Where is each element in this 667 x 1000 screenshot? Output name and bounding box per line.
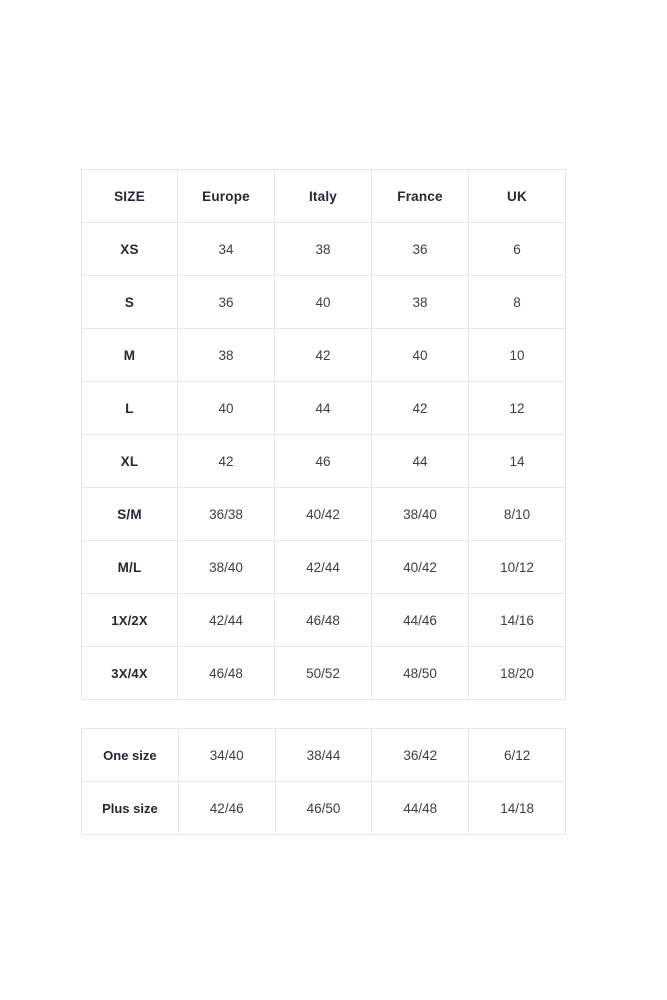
cell-france: 44/46 — [372, 594, 469, 647]
cell-size: 3X/4X — [82, 647, 178, 700]
table-row — [82, 329, 566, 382]
table-row — [82, 435, 566, 488]
table-row — [82, 382, 566, 435]
cell-italy: 44 — [275, 382, 372, 435]
column-header-size: SIZE — [82, 170, 178, 223]
cell-italy: 40/42 — [275, 488, 372, 541]
cell-uk: 6/12 — [469, 729, 566, 782]
cell-france: 40/42 — [372, 541, 469, 594]
cell-uk: 18/20 — [469, 647, 566, 700]
cell-uk: 6 — [469, 223, 566, 276]
cell-france: 40 — [372, 329, 469, 382]
cell-europe: 34/40 — [178, 729, 275, 782]
cell-italy: 46/48 — [275, 594, 372, 647]
cell-italy: 42 — [275, 329, 372, 382]
table-row — [82, 223, 566, 276]
cell-france: 44/48 — [372, 782, 469, 835]
cell-uk: 8 — [469, 276, 566, 329]
cell-size: S — [82, 276, 178, 329]
cell-uk: 8/10 — [469, 488, 566, 541]
cell-size: M — [82, 329, 178, 382]
cell-size: XL — [82, 435, 178, 488]
table-gap-divider — [81, 700, 566, 728]
cell-uk: 10/12 — [469, 541, 566, 594]
cell-size: Plus size — [82, 782, 179, 835]
cell-italy: 38 — [275, 223, 372, 276]
cell-europe: 36 — [178, 276, 275, 329]
table-row — [82, 594, 566, 647]
cell-europe: 36/38 — [178, 488, 275, 541]
table-row — [82, 276, 566, 329]
cell-europe: 42/44 — [178, 594, 275, 647]
cell-france: 36/42 — [372, 729, 469, 782]
cell-europe: 42 — [178, 435, 275, 488]
cell-uk: 12 — [469, 382, 566, 435]
cell-uk: 10 — [469, 329, 566, 382]
table-header-row — [82, 170, 566, 223]
cell-europe: 38 — [178, 329, 275, 382]
cell-europe: 34 — [178, 223, 275, 276]
cell-europe: 38/40 — [178, 541, 275, 594]
cell-europe: 46/48 — [178, 647, 275, 700]
one-size-table-body — [82, 729, 566, 835]
table-row — [82, 647, 566, 700]
size-conversion-table — [81, 169, 566, 700]
cell-france: 44 — [372, 435, 469, 488]
cell-italy: 42/44 — [275, 541, 372, 594]
cell-uk: 14/18 — [469, 782, 566, 835]
cell-italy: 46/50 — [275, 782, 372, 835]
cell-italy: 50/52 — [275, 647, 372, 700]
one-size-table — [81, 728, 566, 835]
cell-italy: 40 — [275, 276, 372, 329]
column-header-europe: Europe — [178, 170, 275, 223]
cell-italy: 38/44 — [275, 729, 372, 782]
cell-uk: 14 — [469, 435, 566, 488]
table-row — [82, 541, 566, 594]
cell-france: 36 — [372, 223, 469, 276]
cell-size: 1X/2X — [82, 594, 178, 647]
cell-france: 38/40 — [372, 488, 469, 541]
cell-size: L — [82, 382, 178, 435]
size-chart-container — [81, 169, 566, 835]
cell-europe: 40 — [178, 382, 275, 435]
cell-size: One size — [82, 729, 179, 782]
cell-uk: 14/16 — [469, 594, 566, 647]
cell-france: 42 — [372, 382, 469, 435]
table-body — [82, 223, 566, 700]
column-header-uk: UK — [469, 170, 566, 223]
cell-europe: 42/46 — [178, 782, 275, 835]
table-row — [82, 782, 566, 835]
cell-size: XS — [82, 223, 178, 276]
cell-size: M/L — [82, 541, 178, 594]
cell-italy: 46 — [275, 435, 372, 488]
cell-size: S/M — [82, 488, 178, 541]
table-row — [82, 729, 566, 782]
table-header — [82, 170, 566, 223]
table-row — [82, 488, 566, 541]
cell-france: 38 — [372, 276, 469, 329]
column-header-italy: Italy — [275, 170, 372, 223]
column-header-france: France — [372, 170, 469, 223]
cell-france: 48/50 — [372, 647, 469, 700]
